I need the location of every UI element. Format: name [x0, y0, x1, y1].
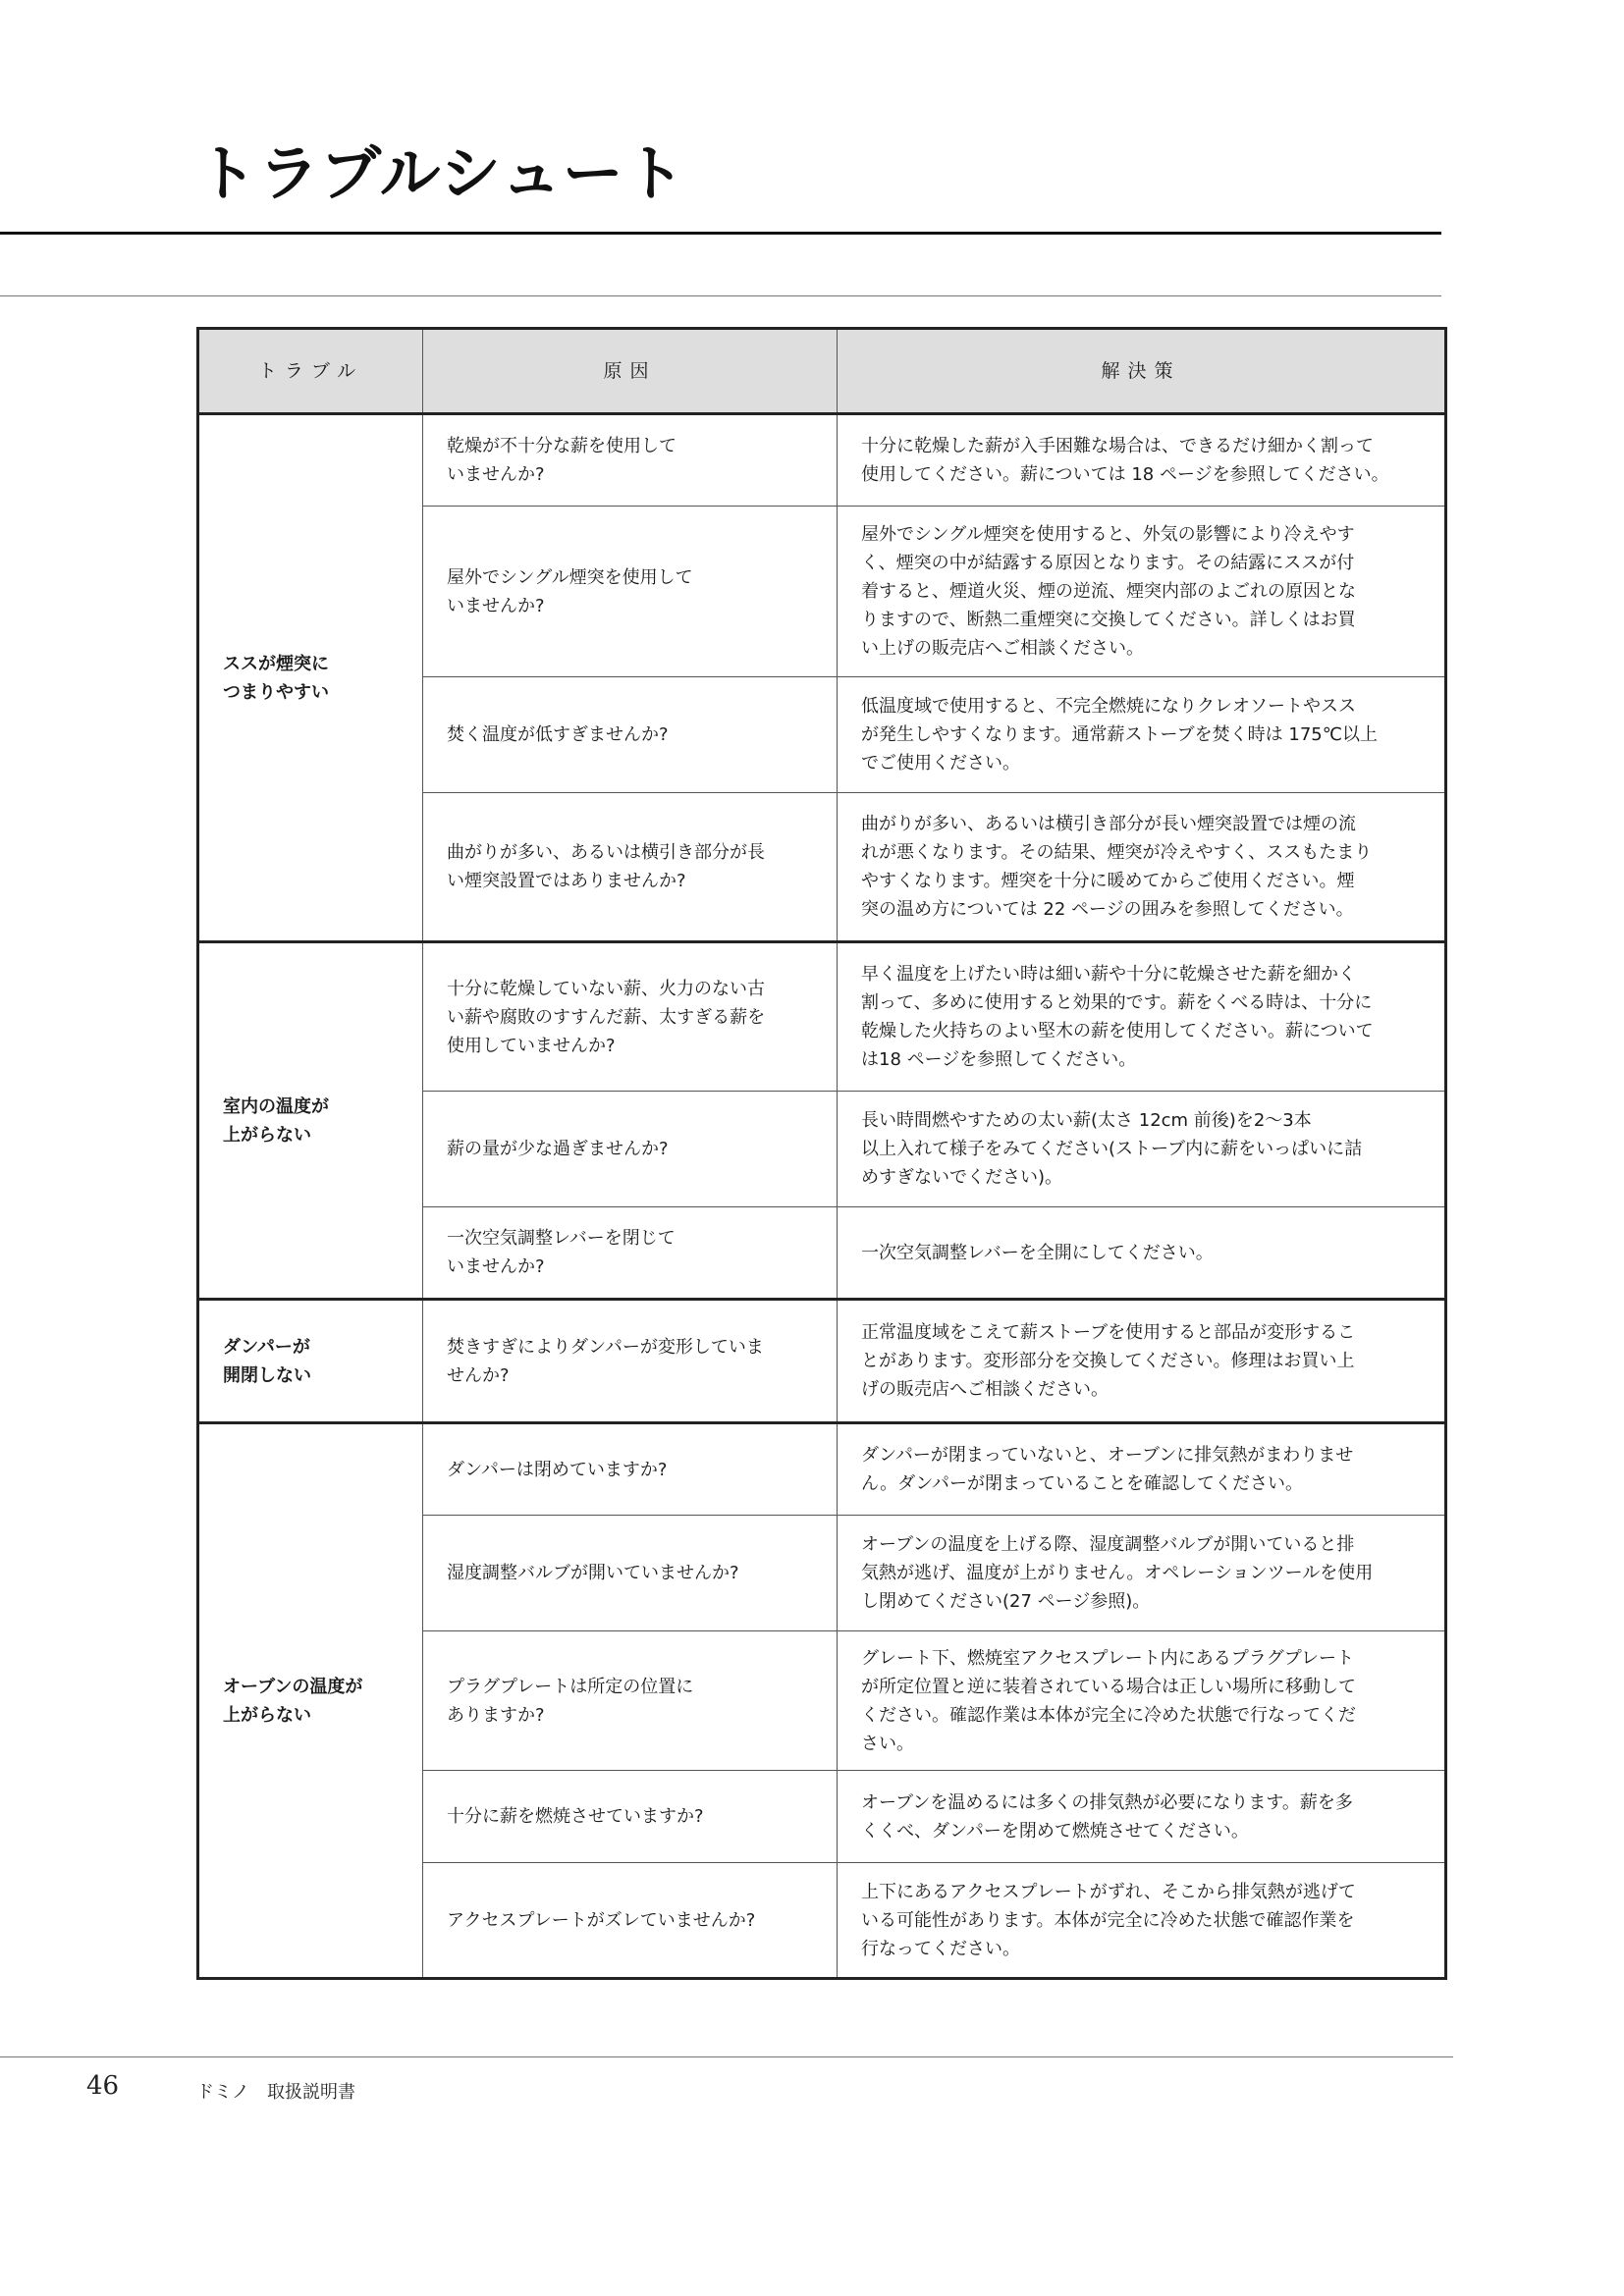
cause-cell: ダンパーは閉めていますか? [423, 1423, 838, 1516]
troubleshooting-table [196, 327, 1447, 1980]
cause-cell: 焚きすぎによりダンパーが変形していま せんか? [423, 1300, 838, 1423]
cause-cell: 湿度調整バルブが開いていませんか? [423, 1516, 838, 1631]
cause-cell: 乾燥が不十分な薪を使用して いませんか? [423, 414, 838, 507]
page-title: トラブルシュート [196, 137, 686, 209]
trouble-cell: 室内の温度が 上がらない [198, 942, 423, 1300]
cause-cell: アクセスプレートがズレていませんか? [423, 1863, 838, 1979]
cause-cell: プラグプレートは所定の位置に ありますか? [423, 1631, 838, 1771]
cause-cell: 十分に薪を燃焼させていますか? [423, 1771, 838, 1863]
trouble-cell: ススが煙突に つまりやすい [198, 414, 423, 942]
solution-cell: 屋外でシングル煙突を使用すると、外気の影響により冷えやす く、煙突の中が結露する原因となります。その結露にススが付 着すると、煙道火災、煙の逆流、煙突内部のよごれの原因とな りますので、断熱二重煙突に交換してください。詳しくはお買 い上げの販売店へご相談ください。 [838, 507, 1446, 677]
solution-cell: 曲がりが多い、あるいは横引き部分が長い煙突設置では煙の流 れが悪くなります。その結果、煙突が冷えやすく、ススもたまり やすくなります。煙突を十分に暖めてからご使用ください。煙 突の温め方については 22 ページの囲みを参照してください。 [838, 793, 1446, 942]
solution-cell: グレート下、燃焼室アクセスプレート内にあるプラグプレート が所定位置と逆に装着されている場合は正しい場所に移動して ください。確認作業は本体が完全に冷めた状態で行なってくだ さい。 [838, 1631, 1446, 1771]
solution-cell: オーブンの温度を上げる際、湿度調整バルブが開いていると排 気熱が逃げ、温度が上がりません。オペレーションツールを使用 し閉めてください(27 ページ参照)。 [838, 1516, 1446, 1631]
cause-cell: 焚く温度が低すぎませんか? [423, 677, 838, 793]
table-row [198, 1423, 1446, 1516]
solution-cell: 早く温度を上げたい時は細い薪や十分に乾燥させた薪を細かく 割って、多めに使用すると効果的です。薪をくべる時は、十分に 乾燥した火持ちのよい堅木の薪を使用してください。薪について は18 ページを参照してください。 [838, 942, 1446, 1092]
document-name: ドミノ 取扱説明書 [196, 2082, 355, 2103]
header-trouble: トラブル [198, 329, 423, 414]
table-header-row [198, 329, 1446, 414]
cause-cell: 曲がりが多い、あるいは横引き部分が長 い煙突設置ではありませんか? [423, 793, 838, 942]
solution-cell: オーブンを温めるには多くの排気熱が必要になります。薪を多 くくべ、ダンパーを閉めて燃焼させてください。 [838, 1771, 1446, 1863]
solution-cell: 上下にあるアクセスプレートがずれ、そこから排気熱が逃げて いる可能性があります。本体が完全に冷めた状態で確認作業を 行なってください。 [838, 1863, 1446, 1979]
cause-cell: 十分に乾燥していない薪、火力のない古 い薪や腐敗のすすんだ薪、太すぎる薪を 使用していませんか? [423, 942, 838, 1092]
header-cause: 原因 [423, 329, 838, 414]
cause-cell: 薪の量が少な過ぎませんか? [423, 1092, 838, 1207]
solution-cell: 一次空気調整レバーを全開にしてください。 [838, 1207, 1446, 1300]
cause-cell: 屋外でシングル煙突を使用して いませんか? [423, 507, 838, 677]
table-row [198, 1300, 1446, 1423]
trouble-cell: ダンパーが 開閉しない [198, 1300, 423, 1423]
solution-cell: ダンパーが閉まっていないと、オーブンに排気熱がまわりませ ん。ダンパーが閉まっていることを確認してください。 [838, 1423, 1446, 1516]
footer-divider [0, 2056, 1453, 2057]
title-underline [0, 232, 1441, 235]
solution-cell: 正常温度域をこえて薪ストーブを使用すると部品が変形するこ とがあります。変形部分を交換してください。修理はお買い上 げの販売店へご相談ください。 [838, 1300, 1446, 1423]
cause-cell: 一次空気調整レバーを閉じて いませんか? [423, 1207, 838, 1300]
page-number: 46 [86, 2071, 120, 2101]
table-row [198, 942, 1446, 1092]
solution-cell: 長い時間燃やすための太い薪(太さ 12cm 前後)を2～3本 以上入れて様子をみてください(ストーブ内に薪をいっぱいに詰 めすぎないでください)。 [838, 1092, 1446, 1207]
header-divider [0, 295, 1441, 296]
table-row [198, 414, 1446, 507]
solution-cell: 低温度域で使用すると、不完全燃焼になりクレオソートやスス が発生しやすくなります。通常薪ストーブを焚く時は 175℃以上 でご使用ください。 [838, 677, 1446, 793]
table-body [198, 414, 1446, 1979]
solution-cell: 十分に乾燥した薪が入手困難な場合は、できるだけ細かく割って 使用してください。薪については 18 ページを参照してください。 [838, 414, 1446, 507]
trouble-cell: オーブンの温度が 上がらない [198, 1423, 423, 1979]
header-solution: 解決策 [838, 329, 1446, 414]
